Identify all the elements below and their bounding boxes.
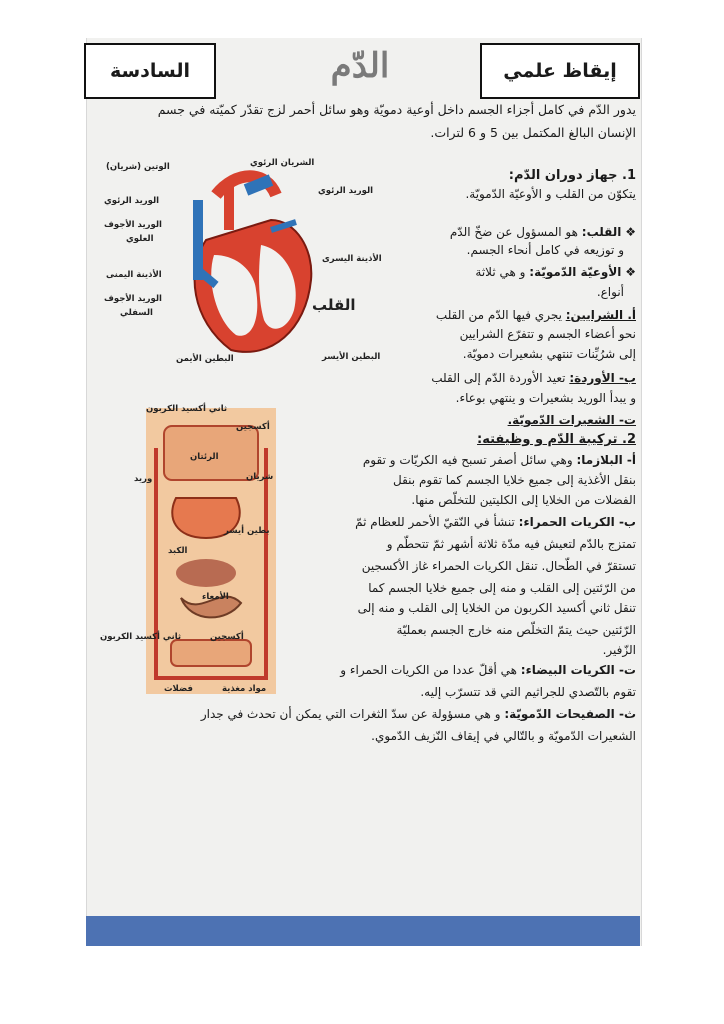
red-cells-text-1: تنشأ في النّقيّ الأحمر للعظام ثمّ	[355, 515, 515, 529]
red-cells-line-6: الرّئتين حيث يتمّ التخلّص منه خارج الجسم بعمليّة	[396, 623, 636, 637]
platelets-label: ث- الصفيحات الدّمويّة:	[504, 707, 636, 721]
red-cells-line-5: تنقل ثاني أكسيد الكربون من الخلايا إلى القلب و منه إلى	[357, 601, 636, 615]
footer-bar	[86, 916, 640, 946]
arteries-text-1: يجري فيها الدّم من القلب	[435, 308, 562, 322]
circ-label-artery: شريان	[246, 472, 274, 482]
diamond-bullet-icon: ❖	[621, 265, 636, 279]
circ-label-vein: وريد	[134, 474, 153, 484]
red-cells-label: ب- الكريات الحمراء:	[518, 515, 636, 529]
heart-label-right-atrium: الأذينة اليمنى	[106, 270, 162, 280]
veins-text-1: تعيد الأوردة الدّم إلى القلب	[431, 371, 566, 385]
section2-heading: 2. تركيبة الدّم و وظيفته:	[477, 432, 636, 447]
heart-caption: القلب	[312, 296, 356, 314]
white-cells-text-1: هي أقلّ عددا من الكريات الحمراء و	[340, 663, 517, 677]
circ-label-left-ventricle: بطين أيسر	[224, 526, 270, 536]
subject-label-box	[480, 43, 640, 99]
circ-label-nutrients: مواد مغذية	[222, 684, 267, 694]
subject-label: إيقاظ علمي	[503, 60, 617, 82]
circ-label-co2-top: ثاني أكسيد الكربون	[146, 404, 228, 414]
plasma-line-2: بنقل الأغذية إلى جميع خلايا الجسم كما تقوم بنقل	[393, 473, 636, 487]
heart-label-svc-1: الوريد الأجوف	[104, 220, 162, 230]
plasma-text-1: وهي سائل أصفر تسبح فيه الكريّات و تقوم	[362, 453, 573, 467]
grade-label: السادسة	[109, 60, 191, 82]
heart-label-ivc-1: الوريد الأجوف	[104, 294, 162, 304]
heart-label-ivc-2: السفلي	[120, 308, 153, 318]
heart-def-line-2: و توزيعه في كامل أنحاء الجسم.	[466, 243, 624, 257]
red-cells-line-1	[355, 514, 636, 530]
capillaries-label: ت- الشعيرات الدّمويّة.	[507, 413, 636, 427]
veins-line-1	[431, 370, 636, 386]
plasma-line-3: الفضلات من الخلايا إلى الكليتين للتخلّص منها.	[411, 493, 636, 507]
platelets-text-1: و هي مسؤولة عن سدّ الثغرات التي يمكن أن تحدث في جدار	[200, 707, 501, 721]
vessels-def-text-1: و هي ثلاثة	[475, 265, 526, 279]
heart-def-label: القلب:	[581, 225, 622, 239]
red-cells-line-7: الزّفير.	[602, 643, 636, 657]
circ-label-liver: الكبد	[168, 546, 188, 556]
white-cells-label: ت- الكريات البيضاء:	[520, 663, 636, 677]
plasma-line-1	[363, 452, 636, 468]
section1-heading: 1. جهاز دوران الدّم:	[508, 168, 636, 183]
circ-label-lungs: الرئتان	[190, 452, 219, 462]
platelets-line-2: الشعيرات الدّمويّة و بالتّالي في إيقاف النّزيف الدّموي.	[371, 729, 636, 743]
red-cells-line-2: تمتزج بالدّم لتعيش فيه مدّة ثلاثة أشهر ثمّ تتحطّم و	[386, 537, 636, 551]
liver-shape	[176, 559, 236, 587]
circ-label-intestines: الأمعاء	[202, 592, 229, 602]
circ-label-co2-bottom: ثاني أكسيد الكربون	[100, 632, 182, 642]
heart-def-text-1: هو المسؤول عن ضخّ الدّم	[449, 225, 578, 239]
circ-label-oxygen-bottom: أكسجين	[210, 632, 244, 642]
heart-label-right-ventricle: البطين الأيمن	[176, 354, 234, 364]
heart-def-line-1	[450, 224, 636, 240]
veins-line-2: و يبدأ الوريد بشعيرات و ينتهي بوعاء.	[455, 391, 636, 405]
heart-label-svc-2: العلوي	[126, 234, 154, 244]
circ-label-waste: فضلات	[164, 684, 193, 694]
heart-label-pulmonary-vein-left: الوريد الرئوي	[104, 196, 160, 206]
diamond-bullet-icon: ❖	[621, 225, 636, 239]
plasma-label: أ- البلازما:	[576, 453, 636, 467]
tissue-cells-shape	[171, 640, 251, 666]
page-title: الدّم	[330, 46, 390, 86]
red-cells-line-4: من الرّئتين إلى القلب و منه إلى جميع خلايا الجسم كما	[368, 581, 636, 595]
arteries-label: أ. الشرايين:	[565, 308, 636, 322]
heart-label-pulmonary-artery: الشريان الرئوي	[250, 158, 315, 168]
veins-label: ب- الأوردة:	[569, 371, 636, 385]
heart-label-left-ventricle: البطين الأيسر	[322, 352, 381, 362]
arteries-line-2: نحو أعضاء الجسم و تتفرّع الشرايين	[459, 327, 636, 341]
heart-diagram	[176, 160, 326, 360]
grade-label-box	[84, 43, 216, 99]
vessels-def-line-2: أنواع.	[596, 285, 624, 299]
vessels-def-line-1	[475, 264, 636, 280]
circ-label-oxygen-top: أكسجين	[236, 422, 270, 432]
vessels-def-label: الأوعيّة الدّمويّة:	[529, 265, 622, 279]
heart-label-pulmonary-vein-right: الوريد الرئوي	[318, 186, 374, 196]
circulation-diagram	[146, 408, 276, 694]
red-cells-line-3: تستقرّ في الطّحال. تنقل الكريات الحمراء غاز الأكسجين	[361, 559, 636, 573]
arteries-line-1	[436, 307, 636, 323]
intro-line-2: الإنسان البالغ المكتمل بين 5 و 6 لترات.	[430, 125, 636, 140]
platelets-line-1	[201, 706, 636, 722]
white-cells-line-2: تقوم بالتّصدي للجراثيم التي قد تتسرّب إليه.	[420, 685, 636, 699]
heart-label-aorta: الوتين (شريان)	[106, 162, 170, 172]
section1-sub: يتكوّن من القلب و الأوعيّة الدّمويّة.	[465, 187, 636, 201]
intro-line-1: يدور الدّم في كامل أجزاء الجسم داخل أوعية دمويّة وهو سائل أحمر لزج تقدّر كميّته في جسم	[157, 102, 636, 117]
heart-label-left-atrium: الأذينة اليسرى	[322, 254, 382, 264]
arteries-line-3: إلى شرُيِّنات تنتهي بشعيرات دمويّة.	[462, 347, 636, 361]
white-cells-line-1	[340, 662, 636, 678]
